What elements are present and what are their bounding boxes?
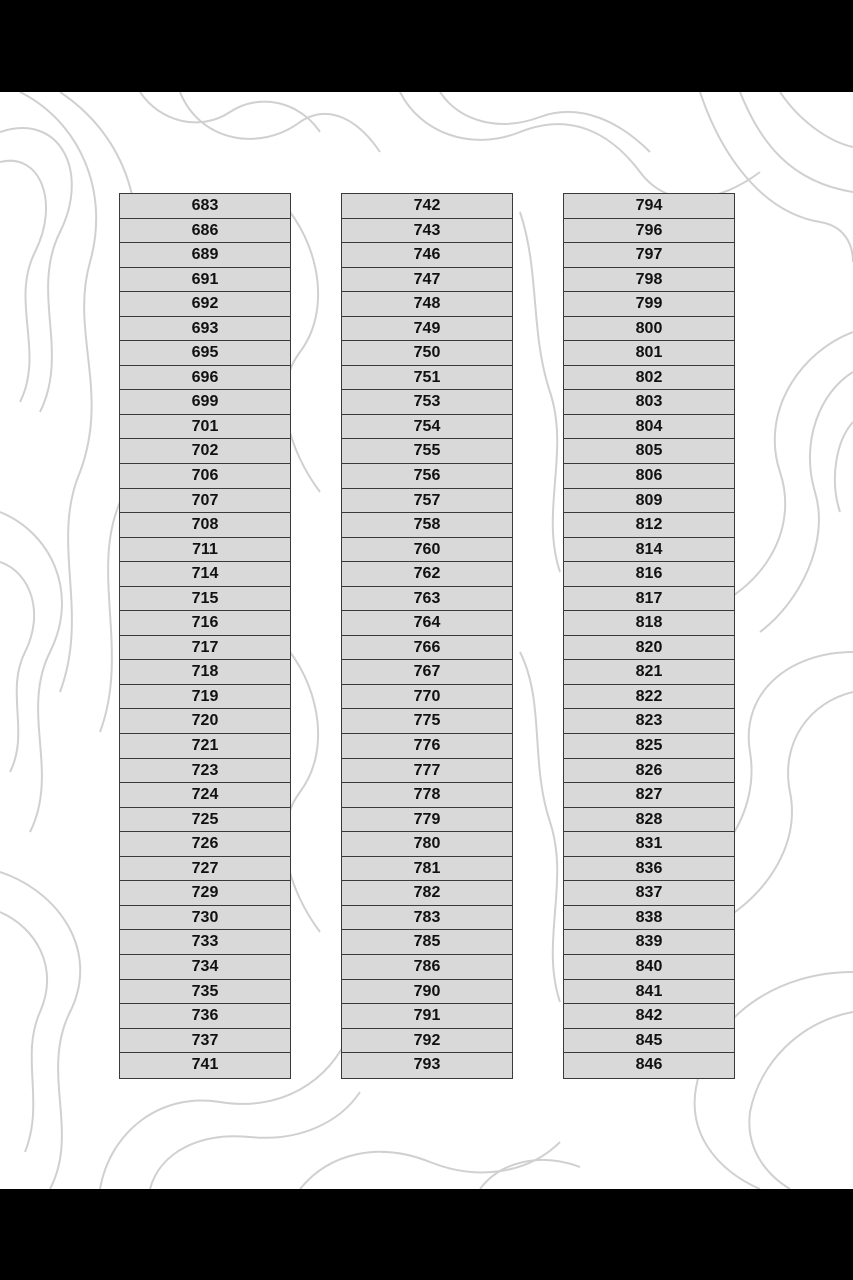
table-cell: 783 — [342, 906, 512, 931]
table-cell: 757 — [342, 489, 512, 514]
table-cell: 748 — [342, 292, 512, 317]
table-cell: 801 — [564, 341, 734, 366]
table-cell: 776 — [342, 734, 512, 759]
table-cell: 720 — [120, 709, 290, 734]
table-cell: 763 — [342, 587, 512, 612]
table-cell: 836 — [564, 857, 734, 882]
table-cell: 754 — [342, 415, 512, 440]
table-cell: 749 — [342, 317, 512, 342]
table-cell: 735 — [120, 980, 290, 1005]
table-cell: 691 — [120, 268, 290, 293]
table-cell: 828 — [564, 808, 734, 833]
table-cell: 753 — [342, 390, 512, 415]
table-cell: 796 — [564, 219, 734, 244]
table-cell: 742 — [342, 194, 512, 219]
table-cell: 798 — [564, 268, 734, 293]
table-cell: 775 — [342, 709, 512, 734]
table-cell: 725 — [120, 808, 290, 833]
table-cell: 839 — [564, 930, 734, 955]
table-cell: 708 — [120, 513, 290, 538]
table-cell: 727 — [120, 857, 290, 882]
table-cell: 711 — [120, 538, 290, 563]
table-cell: 715 — [120, 587, 290, 612]
table-cell: 806 — [564, 464, 734, 489]
table-cell: 764 — [342, 611, 512, 636]
table-cell: 845 — [564, 1029, 734, 1054]
table-cell: 816 — [564, 562, 734, 587]
table-cell: 793 — [342, 1053, 512, 1078]
table-cell: 767 — [342, 660, 512, 685]
table-cell: 729 — [120, 881, 290, 906]
table-cell: 800 — [564, 317, 734, 342]
table-cell: 778 — [342, 783, 512, 808]
table-cell: 791 — [342, 1004, 512, 1029]
table-cell: 707 — [120, 489, 290, 514]
table-cell: 755 — [342, 439, 512, 464]
table-cell: 817 — [564, 587, 734, 612]
table-cell: 827 — [564, 783, 734, 808]
table-cell: 758 — [342, 513, 512, 538]
table-cell: 826 — [564, 759, 734, 784]
table-cell: 823 — [564, 709, 734, 734]
table-cell: 837 — [564, 881, 734, 906]
table-cell: 779 — [342, 808, 512, 833]
table-cell: 751 — [342, 366, 512, 391]
table-cell: 809 — [564, 489, 734, 514]
table-cell: 702 — [120, 439, 290, 464]
table-cell: 762 — [342, 562, 512, 587]
table-cell: 760 — [342, 538, 512, 563]
number-column-3 — [563, 193, 735, 1079]
table-cell: 692 — [120, 292, 290, 317]
table-cell: 812 — [564, 513, 734, 538]
table-cell: 741 — [120, 1053, 290, 1078]
table-cell: 693 — [120, 317, 290, 342]
table-cell: 733 — [120, 930, 290, 955]
table-cell: 825 — [564, 734, 734, 759]
table-cell: 717 — [120, 636, 290, 661]
table-cell: 820 — [564, 636, 734, 661]
table-cell: 802 — [564, 366, 734, 391]
table-cell: 718 — [120, 660, 290, 685]
table-cell: 736 — [120, 1004, 290, 1029]
table-cell: 831 — [564, 832, 734, 857]
table-cell: 695 — [120, 341, 290, 366]
table-cell: 714 — [120, 562, 290, 587]
table-cell: 756 — [342, 464, 512, 489]
table-cell: 701 — [120, 415, 290, 440]
table-cell: 696 — [120, 366, 290, 391]
table-cell: 734 — [120, 955, 290, 980]
table-cell: 842 — [564, 1004, 734, 1029]
table-cell: 781 — [342, 857, 512, 882]
table-cell: 782 — [342, 881, 512, 906]
table-cell: 804 — [564, 415, 734, 440]
table-cell: 770 — [342, 685, 512, 710]
table-cell: 730 — [120, 906, 290, 931]
table-cell: 841 — [564, 980, 734, 1005]
table-cell: 780 — [342, 832, 512, 857]
table-cell: 821 — [564, 660, 734, 685]
table-cell: 794 — [564, 194, 734, 219]
table-cell: 766 — [342, 636, 512, 661]
table-cell: 777 — [342, 759, 512, 784]
number-column-2 — [341, 193, 513, 1079]
table-cell: 721 — [120, 734, 290, 759]
table-cell: 746 — [342, 243, 512, 268]
table-cell: 719 — [120, 685, 290, 710]
table-cell: 792 — [342, 1029, 512, 1054]
table-cell: 838 — [564, 906, 734, 931]
table-cell: 747 — [342, 268, 512, 293]
table-cell: 822 — [564, 685, 734, 710]
table-cell: 750 — [342, 341, 512, 366]
table-cell: 689 — [120, 243, 290, 268]
table-cell: 805 — [564, 439, 734, 464]
table-cell: 803 — [564, 390, 734, 415]
table-cell: 683 — [120, 194, 290, 219]
table-cell: 797 — [564, 243, 734, 268]
table-cell: 716 — [120, 611, 290, 636]
document-page — [0, 92, 853, 1189]
table-cell: 814 — [564, 538, 734, 563]
table-cell: 799 — [564, 292, 734, 317]
table-cell: 786 — [342, 955, 512, 980]
table-cell: 818 — [564, 611, 734, 636]
table-cell: 737 — [120, 1029, 290, 1054]
table-cell: 743 — [342, 219, 512, 244]
table-cell: 724 — [120, 783, 290, 808]
table-cell: 840 — [564, 955, 734, 980]
table-cell: 723 — [120, 759, 290, 784]
table-cell: 699 — [120, 390, 290, 415]
number-column-1 — [119, 193, 291, 1079]
table-cell: 686 — [120, 219, 290, 244]
table-cell: 790 — [342, 980, 512, 1005]
table-cell: 785 — [342, 930, 512, 955]
table-cell: 726 — [120, 832, 290, 857]
table-cell: 846 — [564, 1053, 734, 1078]
table-cell: 706 — [120, 464, 290, 489]
